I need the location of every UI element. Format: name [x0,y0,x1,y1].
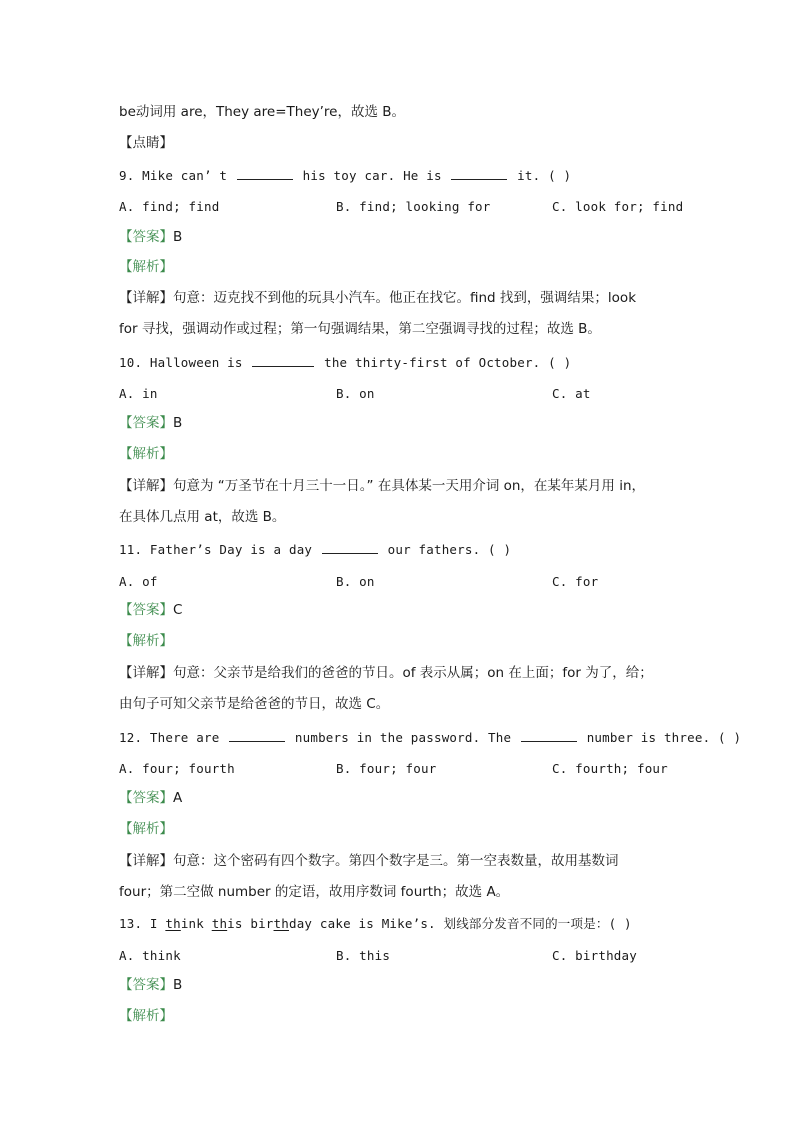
q10-answer [119,414,182,432]
q13-answer-value: B [173,977,183,993]
q9-option-a: A. find; find [119,199,220,214]
q13-underline-2: th [211,916,228,931]
detail-tag: 【详解】 [119,665,173,681]
q10-detail-text-1: 句意为 “万圣节在十月三十一日。” 在具体某一天用介词 on，在某年某月用 in， [173,478,646,494]
q10-detail-1 [119,477,645,495]
q10-option-a: A. in [119,386,158,401]
q11-text-1: 11. Father’s Day is a day [119,542,313,557]
answer-tag: 【答案】 [119,229,173,245]
answer-tag: 【答案】 [119,977,173,993]
q9-answer [119,228,182,246]
q12-detail-text-1: 句意：这个密码有四个数字。第四个数字是三。第一空表数量，故用基数词 [173,853,619,869]
q9-detail-2 [119,320,601,338]
q9-blank-2 [451,167,507,180]
detail-tag: 【详解】 [119,853,173,869]
q11-text-2: our fathers. ( ) [387,542,512,557]
q13-text-3: day cake is Mike’s. 划线部分发音不同的一项是：( ) [288,916,632,931]
q9-options [119,198,684,216]
q12-jiexi [119,820,173,838]
q13-text-1: ink [180,916,212,931]
q9-text-3: it. ( ) [517,168,572,183]
q12-answer-value: A [173,790,183,806]
analysis-tag: 【解析】 [119,259,173,275]
question-9 [119,167,571,185]
q13-text-2: is bir [227,916,274,931]
q12-detail-text-2: four；第二空做 number 的定语，故用序数词 fourth；故选 A。 [119,884,510,900]
q10-text-1: 10. Halloween is [119,355,243,370]
q9-answer-value: B [173,229,183,245]
q12-blank-1 [229,729,285,742]
q12-options [119,760,679,778]
answer-tag: 【答案】 [119,415,173,431]
answer-tag: 【答案】 [119,602,173,618]
analysis-tag: 【解析】 [119,633,173,649]
q10-detail-2 [119,508,285,526]
q12-text-2: numbers in the password. The [294,730,512,745]
q12-answer [119,789,182,807]
q11-detail-text-2: 由句子可知父亲节是给爸爸的节日，故选 C。 [119,696,390,712]
q11-blank [322,541,378,554]
q12-detail-2 [119,883,509,901]
q11-option-a: A. of [119,574,158,589]
q10-text-2: the thirty-first of October. ( ) [324,355,572,370]
q9-blank-1 [237,167,293,180]
answer-tag: 【答案】 [119,790,173,806]
q9-detail-text-1: 句意：迈克找不到他的玩具小汽车。他正在找它。find 找到，强调结果；look [173,290,637,306]
q12-text-3: number is three. ( ) [586,730,742,745]
q12-option-b: B. four; four [336,761,437,776]
q10-jiexi [119,445,173,463]
dianjing-text: 【点睛】 [119,135,173,151]
analysis-tag: 【解析】 [119,446,173,462]
q9-text-1: 9. Mike can’ t [119,168,228,183]
q13-option-a: A. think [119,948,181,963]
q13-option-b: B. this [336,948,391,963]
q11-detail-1 [119,664,653,682]
q9-option-b: B. find; looking for [336,199,491,214]
q11-answer [119,601,182,619]
q12-text-1: 12. There are [119,730,220,745]
q9-option-c: C. look for; find [552,199,684,214]
q11-jiexi [119,632,173,650]
question-13 [119,915,632,933]
q13-option-c: C. birthday [552,948,637,963]
q9-detail-1 [119,289,636,307]
q12-option-c: C. fourth; four [552,761,668,776]
q13-underline-1: th [165,916,181,931]
question-10 [119,354,571,372]
q10-options [119,385,679,403]
analysis-tag: 【解析】 [119,821,173,837]
q13-options [119,947,679,965]
dianjing-label [119,134,173,152]
q13-underline-3: th [273,916,289,931]
q11-detail-2 [119,695,389,713]
detail-tag: 【详解】 [119,478,173,494]
q10-blank [252,354,314,367]
q11-detail-text-1: 句意：父亲节是给我们的爸爸的节日。of 表示从属；on 在上面；for 为了，给； [173,665,653,681]
q10-detail-text-2: 在具体几点用 at，故选 B。 [119,509,286,525]
q11-option-b: B. on [336,574,375,589]
q11-options [119,573,679,591]
q13-jiexi [119,1007,173,1025]
detail-tag: 【详解】 [119,290,173,306]
question-11 [119,541,511,559]
q12-detail-1 [119,852,619,870]
intro-line [119,103,405,121]
q10-option-c: C. at [552,386,591,401]
analysis-tag: 【解析】 [119,1008,173,1024]
q11-option-c: C. for [552,574,599,589]
q12-blank-2 [521,729,577,742]
q13-number: 13. I [119,916,166,931]
q11-answer-value: C [173,602,183,618]
q10-option-b: B. on [336,386,375,401]
q9-detail-text-2: for 寻找，强调动作或过程；第一句强调结果，第二空强调寻找的过程；故选 B。 [119,321,601,337]
q9-jiexi [119,258,173,276]
q9-text-2: his toy car. He is [302,168,442,183]
question-12 [119,729,741,747]
q10-answer-value: B [173,415,183,431]
intro-text: be动词用 are，They are=They’re，故选 B。 [119,104,406,120]
q12-option-a: A. four; fourth [119,761,235,776]
q13-answer [119,976,182,994]
